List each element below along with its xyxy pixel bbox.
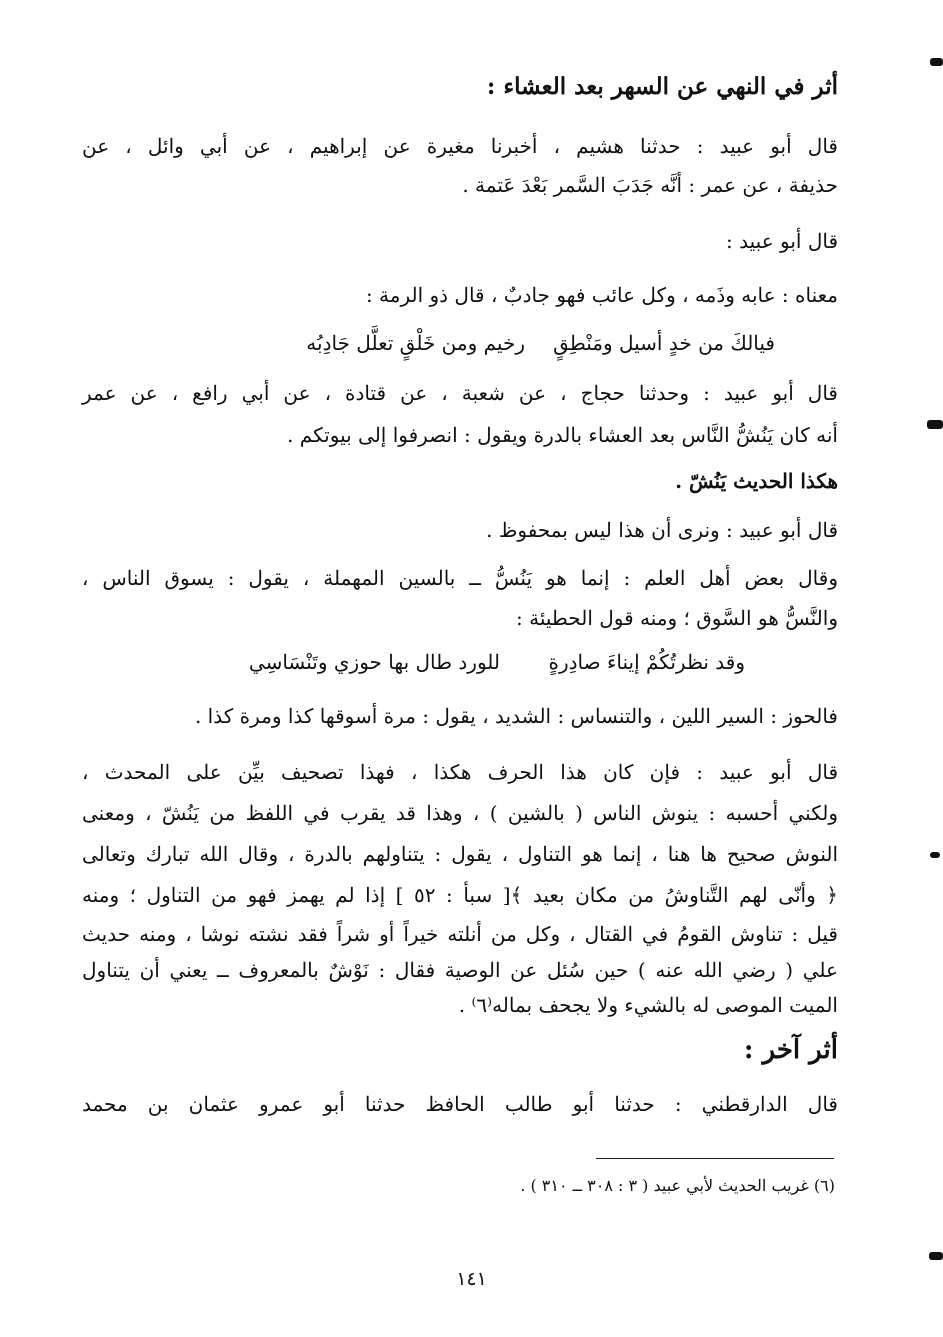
footnote-divider (596, 1158, 834, 1159)
paragraph-line: والنَّسُّ هو السَّوق ؛ ومنه قول الحطيئة : (516, 606, 838, 630)
paragraph-line: ولكني أحسبه : ينوش الناس ( بالشين ) ، وهذا قد يقرب في اللفظ من يَنُشّ ، ومعنى (82, 801, 838, 825)
paragraph-line: قال الدارقطني : حدثنا أبو طالب الحافظ حدثنا أبو عمرو عثمان بن محمد (82, 1092, 838, 1116)
verse-first-hemistich: وقد نظرتُكُمْ إيناءَ صادِرةٍ (548, 650, 745, 674)
paragraph-line: معناه : عابه وذَمه ، وكل عائب فهو جادبٌ ، قال ذو الرمة : (365, 283, 838, 307)
verse-second-hemistich: رخيم ومن خَلْقٍ تعلَّل جَادِبُه (306, 331, 525, 355)
paragraph-line: ﴿ وأنّى لهم التَّناوشُ من مكان بعيد ﴾[ سبأ : ٥٢ ] إذا لم يهمز فهو من التناول ؛ ومنه (82, 883, 838, 907)
scan-edge-mark (927, 420, 943, 429)
paragraph-line: علي ( رضي الله عنه ) حين سُئل عن الوصية فقال : نَوْشٌ بالمعروف ــ يعني أن يتناول (82, 958, 838, 982)
footnote: (٦) غريب الحديث لأبي عبيد ( ٣ : ٣٠٨ ــ ٣١٠ ) . (520, 1176, 835, 1195)
paragraph-line: قال أبو عبيد : ونرى أن هذا ليس بمحفوظ . (486, 518, 838, 542)
paragraph-line: قال أبو عبيد : (726, 229, 838, 253)
paragraph-line: قال أبو عبيد : حدثنا هشيم ، أخبرنا مغيرة عن إبراهيم ، عن أبي وائل ، عن (82, 134, 838, 158)
paragraph-line: قال أبو عبيد : وحدثنا حجاج ، عن شعبة ، عن قتادة ، عن أبي رافع ، عن عمر (82, 381, 838, 405)
paragraph-line: حذيفة ، عن عمر : أنَّه جَدَبَ السَّمر بَعْدَ عَتمة . (462, 173, 838, 197)
paragraph-line: وقال بعض أهل العلم : إنما هو يَنُسُّ ــ بالسين المهملة ، يقول : يسوق الناس ، (82, 566, 838, 590)
paragraph-line: أنه كان يَنُشُّ النَّاس بعد العشاء بالدرة ويقول : انصرفوا إلى بيوتكم . (287, 423, 838, 447)
paragraph-line: هكذا الحديث يَنُشّ . (675, 469, 838, 493)
page-number: ١٤١ (456, 1268, 487, 1290)
verse-second-hemistich: للورد طال بها حوزي وتَنْسَاسِي (248, 650, 500, 674)
scan-edge-mark (930, 852, 940, 858)
section-heading: أثر في النهي عن السهر بعد العشاء : (486, 73, 838, 100)
paragraph-line: قال أبو عبيد : فإن كان هذا الحرف هكذا ، فهذا تصحيف بيِّن على المحدث ، (82, 760, 838, 784)
verse-first-hemistich: فيالكَ من خدٍ أسيل ومَنْطِقٍ (553, 331, 775, 355)
section-heading: أثر آخر : (743, 1035, 838, 1065)
paragraph-line: فالحوز : السير اللين ، والتنساس : الشديد ، يقول : مرة أسوقها كذا ومرة كذا . (194, 704, 838, 728)
scan-edge-mark (929, 1252, 943, 1260)
paragraph-line: النوش صحيح ها هنا ، إنما هو التناول ، يقول : يتناولهم بالدرة ، وقال الله تبارك وتعالى (82, 842, 838, 866)
scan-edge-mark (930, 58, 943, 66)
paragraph-line: قيل : تناوش القومُ في القتال ، وكل من أنلته خيراً أو شراً فقد نشته نوشا ، ومنه حديث (82, 922, 838, 946)
paragraph-line: الميت الموصى له بالشيء ولا يجحف بماله⁽٦⁾ . (458, 993, 838, 1017)
